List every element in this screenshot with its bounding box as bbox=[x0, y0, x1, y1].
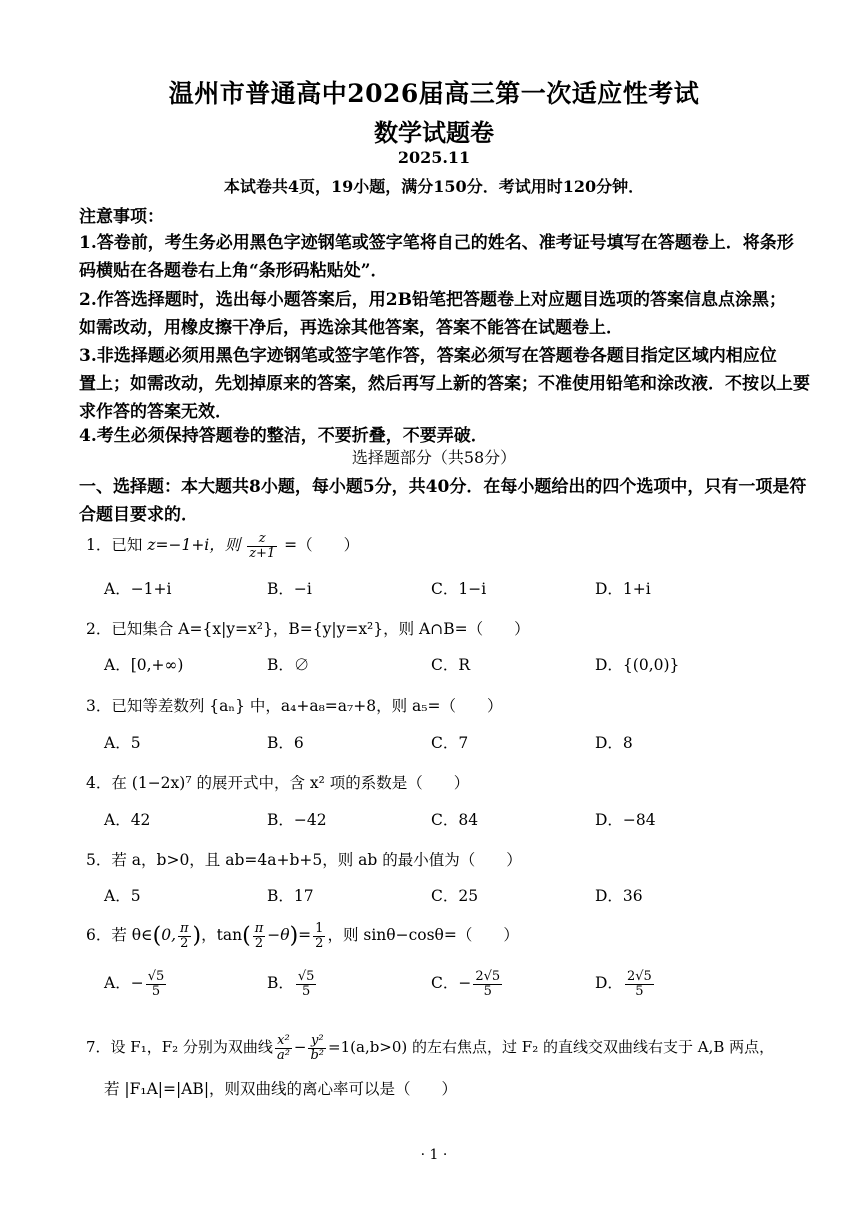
fraction: $\frac{z}{z+1}$ bbox=[249, 531, 276, 561]
option-a: A．− $\frac{√5}{5}$ bbox=[104, 969, 165, 999]
section-title: 选择题部分（共58分） bbox=[351, 448, 517, 467]
note-line: 1.答卷前，考生务必用黑色字迹钢笔或签字笔将自己的姓名、准考证号填写在答题卷上．将条形 bbox=[79, 233, 794, 253]
fraction: $\frac{\text{x²}}{\text{a²}}$ bbox=[276, 1033, 290, 1063]
page-number: · 1 · bbox=[420, 1147, 448, 1163]
part-instruction: 一、选择题：本大题共8小题，每小题5分，共40分．在每小题给出的四个选项中，只有一项是符 bbox=[79, 477, 807, 497]
option-a: A．−1+i bbox=[104, 580, 172, 598]
fraction: $\frac{√5}{5}$ bbox=[147, 969, 165, 999]
fraction: $\frac{1}{2}$ bbox=[315, 921, 324, 951]
option-c: C．7 bbox=[431, 734, 469, 752]
part-instruction: 合题目要求的． bbox=[79, 505, 198, 525]
note-line: 置上；如需改动，先划掉原来的答案，然后再写上新的答案；不准使用铅笔和涂改液．不按以上要 bbox=[79, 374, 810, 394]
question-7-stem: 7．设 F₁，F₂ 分别为双曲线 $\frac{\text{x²}}{\text{a²}}$ − $\frac{\text{y²}}{\text{b²}}$ =1(a,b>0) 的左右焦点，过 F₂ 的直线交双曲线右支于 A,B 两点， bbox=[86, 1033, 775, 1063]
note-line: 2.作答选择题时，选出每小题答案后，用2B铅笔把答题卷上对应题目选项的答案信息点涂黑； bbox=[79, 290, 786, 310]
question-1-stem: 1．已知 z=−1+i，则 $\frac{z}{z+1}$ =（ ） bbox=[86, 531, 360, 561]
option-c: C．R bbox=[431, 656, 471, 674]
option-b: B．17 bbox=[267, 887, 314, 905]
option-b: B．−42 bbox=[267, 811, 327, 829]
option-c: C．84 bbox=[431, 811, 479, 829]
option-c: C．− $\frac{2√5}{5}$ bbox=[431, 969, 501, 999]
option-d: D．1+i bbox=[595, 580, 651, 598]
question-4-stem: 4．在 (1−2x)⁷ 的展开式中，含 x² 项的系数是（ ） bbox=[86, 774, 470, 792]
notes-title: 注意事项： bbox=[79, 207, 164, 227]
exam-title: 温州市普通高中2026届高三第一次适应性考试 bbox=[168, 79, 700, 108]
exam-date: 2025.11 bbox=[397, 148, 471, 167]
option-c: C．25 bbox=[431, 887, 479, 905]
note-line: 码横贴在各题卷右上角“条形码粘贴处”． bbox=[79, 261, 388, 281]
option-b: B．−i bbox=[267, 580, 312, 598]
question-2-stem: 2．已知集合 A={x|y=x²}，B={y|y=x²}，则 A∩B=（ ） bbox=[86, 620, 530, 638]
fraction: $\frac{\pi}{2}$ bbox=[180, 921, 189, 951]
exam-subtitle: 数学试题卷 bbox=[374, 118, 494, 147]
fraction: $\frac{2√5}{5}$ bbox=[475, 969, 501, 999]
option-b: B．∅ bbox=[267, 656, 310, 674]
note-line: 求作答的答案无效． bbox=[79, 402, 232, 422]
option-a: A．5 bbox=[104, 734, 141, 752]
option-c: C．1−i bbox=[431, 580, 487, 598]
question-5-stem: 5．若 a，b>0，且 ab=4a+b+5，则 ab 的最小值为（ ） bbox=[86, 851, 522, 869]
option-b: B． $\frac{√5}{5}$ bbox=[267, 969, 315, 999]
fraction: $\frac{2√5}{5}$ bbox=[626, 969, 652, 999]
note-line: 3.非选择题必须用黑色字迹钢笔或签字笔作答，答案必须写在答题卷各题目指定区域内相应位 bbox=[79, 346, 777, 366]
fraction: $\frac{√5}{5}$ bbox=[297, 969, 315, 999]
option-d: D．8 bbox=[595, 734, 633, 752]
question-6-stem: 6．若 θ∈(0, $\frac{\pi}{2}$ )，tan( $\frac{\pi}{2}$ −θ)= $\frac{1}{2}$ ，则 sinθ−cosθ=（ ） bbox=[86, 921, 519, 951]
note-line: 如需改动，用橡皮擦干净后，再选涂其他答案，答案不能答在试题卷上． bbox=[79, 318, 623, 338]
option-d: D． $\frac{2√5}{5}$ bbox=[595, 969, 652, 999]
option-d: D．−84 bbox=[595, 811, 656, 829]
question-7-stem-line2: 若 |F₁A|=|AB|，则双曲线的离心率可以是（ ） bbox=[104, 1080, 458, 1098]
option-d: D．36 bbox=[595, 887, 643, 905]
exam-info: 本试卷共4页，19小题，满分150分．考试用时120分钟． bbox=[223, 177, 645, 196]
option-d: D．{(0,0)} bbox=[595, 656, 680, 674]
option-b: B．6 bbox=[267, 734, 304, 752]
fraction: $\frac{\text{y²}}{\text{b²}}$ bbox=[310, 1033, 325, 1063]
note-line: 4.考生必须保持答题卷的整洁，不要折叠，不要弄破． bbox=[79, 426, 488, 446]
option-a: A．42 bbox=[104, 811, 151, 829]
option-a: A．5 bbox=[104, 887, 141, 905]
question-3-stem: 3．已知等差数列 {aₙ} 中，a₄+a₈=a₇+8，则 a₅=（ ） bbox=[86, 697, 503, 715]
fraction: $\frac{\pi}{2}$ bbox=[254, 921, 264, 951]
option-a: A．[0,+∞) bbox=[104, 656, 184, 674]
